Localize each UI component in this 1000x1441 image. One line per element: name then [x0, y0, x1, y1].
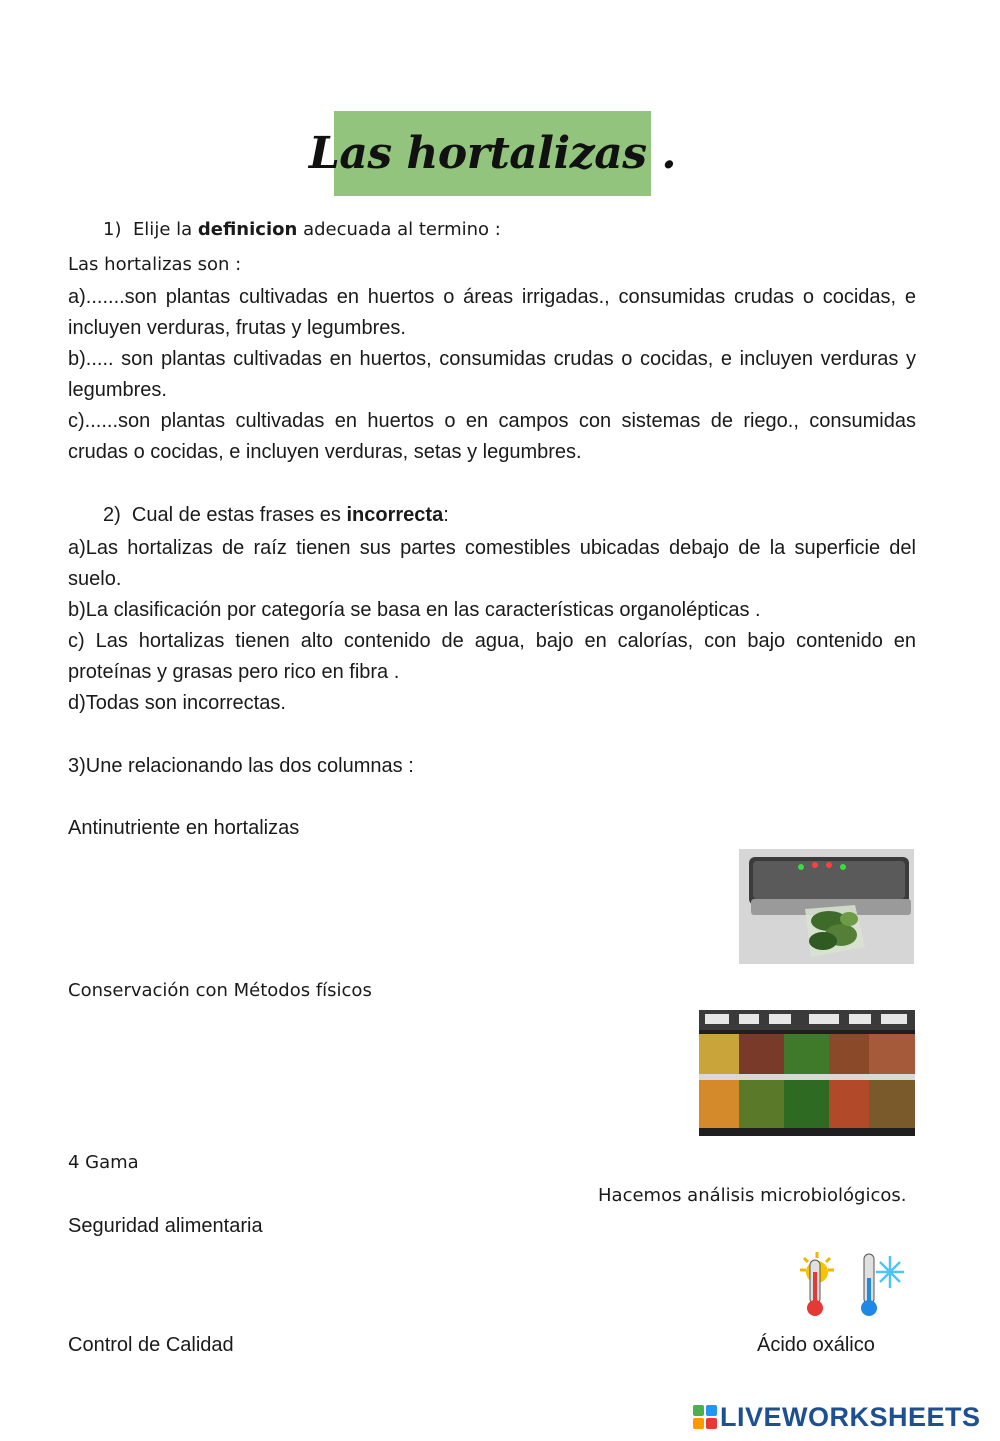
question-2-number: 2) [103, 504, 121, 526]
question-2-option-b: b)La clasificación por categoría se basa en las características organolépticas . [68, 599, 761, 621]
question-2-option-a: a)Las hortalizas de raíz tienen sus partes comestibles ubicadas debajo de la superficie del suelo. [68, 537, 916, 590]
match-right-item-1[interactable]: Hacemos análisis microbiológicos. [598, 1185, 907, 1206]
hot-cold-thermometer-icon[interactable] [792, 1248, 910, 1320]
question-2-post: : [443, 504, 449, 526]
question-2-option-c: c) Las hortalizas tienen alto contenido de agua, bajo en calorías, con bajo contenido en proteínas y grasas pero rico en fibra . [68, 630, 916, 683]
match-left-item-2[interactable]: Conservación con Métodos físicos [68, 980, 372, 1001]
question-1-bold: definicion [197, 219, 298, 240]
question-2-pre: Cual de estas frases es [131, 504, 341, 526]
page-title: Las hortalizas . [308, 128, 677, 179]
liveworksheets-logo-icon [693, 1405, 717, 1429]
match-left-item-1[interactable]: Antinutriente en hortalizas [68, 817, 300, 839]
question-1-intro: Las hortalizas son : [68, 254, 242, 275]
question-1-option-b: b)..... son plantas cultivadas en huertos, consumidas crudas o cocidas, e incluyen verduras y legumbres. [68, 348, 916, 401]
title-banner [308, 111, 677, 196]
vacuum-sealer-image[interactable] [739, 849, 914, 964]
match-right-item-2[interactable]: Ácido oxálico [757, 1334, 875, 1356]
liveworksheets-brand-text: LIVEWORKSHEETS [720, 1401, 981, 1432]
match-left-item-5[interactable]: Control de Calidad [68, 1334, 234, 1356]
question-2-heading [103, 504, 449, 527]
liveworksheets-logo[interactable] [693, 1400, 981, 1434]
question-1-option-a: a).......son plantas cultivadas en huertos o áreas irrigadas., consumidas crudas o cocidas, e incluyen verduras, frutas y legumbres. [68, 286, 916, 339]
question-2-option-d: d)Todas son incorrectas. [68, 692, 286, 714]
question-1-number: 1) [103, 219, 122, 240]
question-1-heading [103, 219, 501, 240]
vegetable-display-image[interactable] [699, 1010, 915, 1136]
question-2-bold: incorrecta [346, 504, 444, 526]
match-left-item-4[interactable]: Seguridad alimentaria [68, 1215, 263, 1237]
question-1-option-c: c)......son plantas cultivadas en huertos o en campos con sistemas de riego., consumidas crudas o cocidas, e incluyen verduras, setas y legumbres. [68, 410, 916, 463]
question-1-pre: Elije la [132, 219, 193, 240]
question-3-heading: 3)Une relacionando las dos columnas : [68, 755, 414, 777]
match-left-item-3[interactable]: 4 Gama [68, 1152, 139, 1173]
question-1-post: adecuada al termino : [303, 219, 501, 240]
